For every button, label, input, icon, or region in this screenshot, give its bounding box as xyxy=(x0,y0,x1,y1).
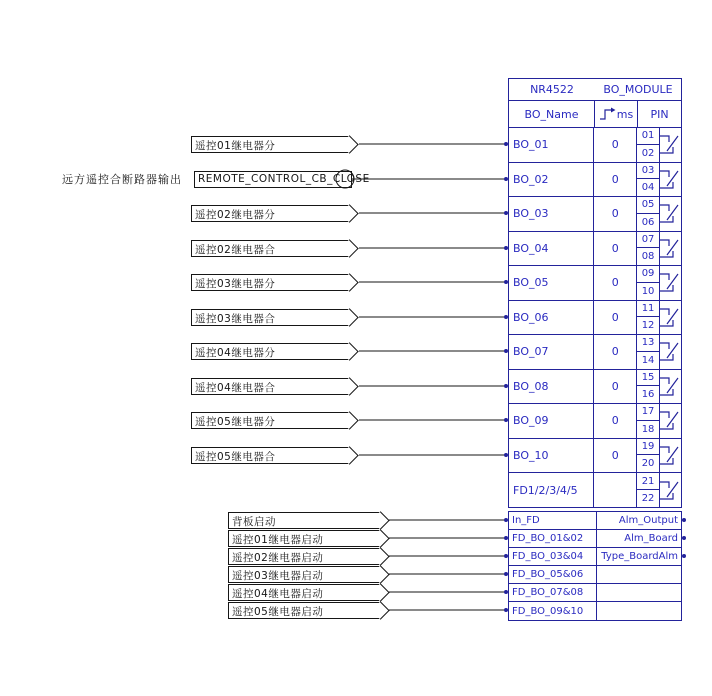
bo-name-cell[interactable]: BO_04 xyxy=(509,232,594,266)
input-tag-bo08[interactable] xyxy=(191,378,349,395)
fd-tag-01[interactable] xyxy=(228,530,380,547)
bo-name-cell[interactable]: BO_03 xyxy=(509,197,594,231)
fd-tag-02[interactable] xyxy=(228,548,380,565)
tag-point xyxy=(371,511,389,529)
tag-point xyxy=(340,342,358,360)
pin-bottom: 02 xyxy=(641,147,655,159)
input-tag-label: 遥控04继电器分 xyxy=(195,346,276,359)
input-tag-label: 遥控02继电器合 xyxy=(195,243,276,256)
pin-top: 05 xyxy=(637,197,659,214)
fd-tag-04[interactable] xyxy=(228,584,380,601)
fd-input-cell[interactable]: In_FD xyxy=(509,512,597,529)
header-ms xyxy=(595,101,638,127)
input-tag-bo03[interactable] xyxy=(191,205,349,222)
bo-row-09 xyxy=(509,404,681,439)
module-title-row xyxy=(509,79,681,101)
device-code: NR4522 xyxy=(530,83,574,96)
bo-name-cell[interactable]: BO_09 xyxy=(509,404,594,438)
fd-row-2 xyxy=(509,548,681,566)
fd-tag-label: 遥控02继电器启动 xyxy=(232,551,324,564)
ms-value-cell[interactable]: 0 xyxy=(594,439,637,473)
input-tag-bo05[interactable] xyxy=(191,274,349,291)
tag-point xyxy=(340,308,358,326)
bo-name-cell[interactable]: BO_07 xyxy=(509,335,594,369)
bo-row-07 xyxy=(509,335,681,370)
input-tag-label: 遥控01继电器分 xyxy=(195,139,276,152)
input-tag-bo04[interactable] xyxy=(191,240,349,257)
bo-row-02 xyxy=(509,163,681,198)
bo-module-table xyxy=(508,78,682,508)
bo-name-cell[interactable]: BO_02 xyxy=(509,163,594,197)
pin-number-cell xyxy=(637,128,660,162)
fd-pin-row xyxy=(509,473,681,507)
pin-top: 03 xyxy=(637,163,659,180)
fd-output-cell[interactable]: Type_BoardAlm xyxy=(601,551,678,562)
input-tag-label: 遥控05继电器分 xyxy=(195,415,276,428)
fd-tag-label: 遥控05继电器启动 xyxy=(232,605,324,618)
relay-cell xyxy=(660,197,681,231)
bo-row-03 xyxy=(509,197,681,232)
tag-point xyxy=(340,239,358,257)
bo-row-06 xyxy=(509,301,681,336)
pin-bottom: 12 xyxy=(641,320,655,332)
fd-tag-label: 背板启动 xyxy=(232,515,276,528)
pin-bottom: 08 xyxy=(641,251,655,263)
ms-value-cell[interactable]: 0 xyxy=(594,128,637,162)
tag-point xyxy=(340,204,358,222)
pin-number-cell xyxy=(637,404,660,438)
relay-contact-icon xyxy=(660,266,681,299)
relay-contact-icon xyxy=(660,335,681,368)
input-tag-label: 遥控03继电器合 xyxy=(195,312,276,325)
fd-output-cell xyxy=(597,584,681,601)
pin-number-cell xyxy=(637,197,660,231)
fd-output-cell[interactable]: Alm_Board xyxy=(624,533,678,544)
header-bo-name: BO_Name xyxy=(509,101,595,127)
pin-top: 15 xyxy=(637,370,659,387)
tag-point xyxy=(371,583,389,601)
relay-contact-icon xyxy=(660,197,681,230)
ms-value-cell[interactable]: 0 xyxy=(594,163,637,197)
pin-bottom: 18 xyxy=(641,423,655,435)
bo-row-05 xyxy=(509,266,681,301)
ms-value-cell[interactable]: 0 xyxy=(594,335,637,369)
relay-contact-icon xyxy=(660,370,681,403)
input-tag-label: 遥控03继电器分 xyxy=(195,277,276,290)
input-tag-bo06[interactable] xyxy=(191,309,349,326)
bo-name-cell[interactable]: BO_08 xyxy=(509,370,594,404)
pulse-edge-icon xyxy=(599,106,616,122)
tag-point xyxy=(340,273,358,291)
input-tag-bo02[interactable] xyxy=(194,171,370,188)
fd-tag-label: 遥控03继电器启动 xyxy=(232,569,324,582)
input-tag-bo01[interactable] xyxy=(191,136,349,153)
fd-row-0 xyxy=(509,512,681,530)
relay-contact-icon xyxy=(660,163,681,196)
relay-cell xyxy=(660,163,681,197)
ms-value-cell[interactable]: 0 xyxy=(594,404,637,438)
fd-tag-label: 遥控01继电器启动 xyxy=(232,533,324,546)
fd-tag-05[interactable] xyxy=(228,602,380,619)
relay-cell xyxy=(660,404,681,438)
relay-contact-icon xyxy=(660,474,681,507)
header-ms-label: ms xyxy=(616,107,634,121)
relay-contact-icon xyxy=(660,128,681,161)
input-tag-label: 遥控05继电器合 xyxy=(195,450,276,463)
pin-number-cell xyxy=(637,266,660,300)
header-pin: PIN xyxy=(650,107,669,121)
pin-bottom: 22 xyxy=(641,493,655,504)
bo-name-cell[interactable]: FD1/2/3/4/5 xyxy=(509,473,594,507)
bo-row-04 xyxy=(509,232,681,267)
fd-input-cell[interactable]: FD_BO_05&06 xyxy=(509,566,597,583)
pin-top: 11 xyxy=(637,301,659,318)
relay-cell xyxy=(660,232,681,266)
pin-bottom: 14 xyxy=(641,354,655,366)
input-tag-bo07[interactable] xyxy=(191,343,349,360)
relay-cell xyxy=(660,301,681,335)
relay-contact-icon xyxy=(660,439,681,472)
bo-row-01 xyxy=(509,128,681,163)
pin-top: 01 xyxy=(637,128,659,145)
input-tag-label: 遥控04继电器合 xyxy=(195,381,276,394)
tag-point xyxy=(371,547,389,565)
pin-number-cell xyxy=(637,163,660,197)
relay-contact-icon xyxy=(660,232,681,265)
relay-contact-icon xyxy=(660,404,681,437)
bo-name-cell[interactable]: BO_01 xyxy=(509,128,594,162)
input-tag-bo10[interactable] xyxy=(191,447,349,464)
fd-row-4 xyxy=(509,584,681,602)
bo-name-cell[interactable]: BO_05 xyxy=(509,266,594,300)
pin-top: 09 xyxy=(637,266,659,283)
pin-top: 13 xyxy=(637,335,659,352)
tag-point xyxy=(340,411,358,429)
output-terminal-dots xyxy=(682,518,686,558)
ms-value-cell[interactable]: 0 xyxy=(594,266,637,300)
tag-point xyxy=(340,446,358,464)
relay-cell xyxy=(660,128,681,162)
fd-tag-03[interactable] xyxy=(228,566,380,583)
bo-row-08 xyxy=(509,370,681,405)
fd-input-cell[interactable]: FD_BO_07&08 xyxy=(509,584,597,601)
fd-tag-label: 遥控04继电器启动 xyxy=(232,587,324,600)
pin-bottom: 06 xyxy=(641,216,655,228)
tag-point xyxy=(371,601,389,619)
fd-row-1 xyxy=(509,530,681,548)
module-name: BO_MODULE xyxy=(603,83,673,96)
fd-row-3 xyxy=(509,566,681,584)
ms-value-cell xyxy=(594,473,637,507)
tag-point xyxy=(340,377,358,395)
bo-name-cell[interactable]: BO_06 xyxy=(509,301,594,335)
relay-cell xyxy=(660,370,681,404)
fd-tag-board[interactable] xyxy=(228,512,380,529)
tag-point xyxy=(371,565,389,583)
pin-top: 21 xyxy=(637,473,659,490)
relay-cell xyxy=(660,335,681,369)
tag-point xyxy=(371,529,389,547)
pin-number-cell xyxy=(637,335,660,369)
bo-row-10 xyxy=(509,439,681,474)
ms-value-cell[interactable]: 0 xyxy=(594,232,637,266)
input-tag-bo09[interactable] xyxy=(191,412,349,429)
pin-top: 07 xyxy=(637,232,659,249)
fd-input-cell[interactable]: FD_BO_09&10 xyxy=(509,602,597,620)
pin-number-cell xyxy=(637,439,660,473)
relay-cell xyxy=(660,266,681,300)
input-tag-label: REMOTE_CONTROL_CB_CLOSE xyxy=(198,172,370,185)
ms-value-cell[interactable]: 0 xyxy=(594,197,637,231)
pin-top: 17 xyxy=(637,404,659,421)
fd-input-cell[interactable]: FD_BO_01&02 xyxy=(509,530,597,547)
module-header-row xyxy=(509,101,681,128)
pin-bottom: 20 xyxy=(641,458,655,470)
pin-bottom: 10 xyxy=(641,285,655,297)
bo-name-cell[interactable]: BO_10 xyxy=(509,439,594,473)
pin-number-cell xyxy=(637,232,660,266)
fd-row-5 xyxy=(509,602,681,620)
fd-input-cell[interactable]: FD_BO_03&04 xyxy=(509,548,597,565)
relay-cell xyxy=(660,473,681,507)
pin-number-cell xyxy=(637,473,660,507)
relay-contact-icon xyxy=(660,301,681,334)
pin-number-cell xyxy=(637,301,660,335)
ms-value-cell[interactable]: 0 xyxy=(594,370,637,404)
pin-bottom: 16 xyxy=(641,389,655,401)
pin-number-cell xyxy=(637,370,660,404)
relay-cell xyxy=(660,439,681,473)
pin-top: 19 xyxy=(637,439,659,456)
fd-output-cell[interactable]: Alm_Output xyxy=(618,515,678,526)
ms-value-cell[interactable]: 0 xyxy=(594,301,637,335)
fd-output-cell xyxy=(597,602,681,620)
fd-alarm-table xyxy=(508,511,682,621)
tag-point xyxy=(340,135,358,153)
pin-bottom: 04 xyxy=(641,182,655,194)
fd-output-cell xyxy=(597,566,681,583)
remote-close-description-label: 远方遥控合断路器输出 xyxy=(62,173,182,186)
input-tag-label: 遥控02继电器分 xyxy=(195,208,276,221)
